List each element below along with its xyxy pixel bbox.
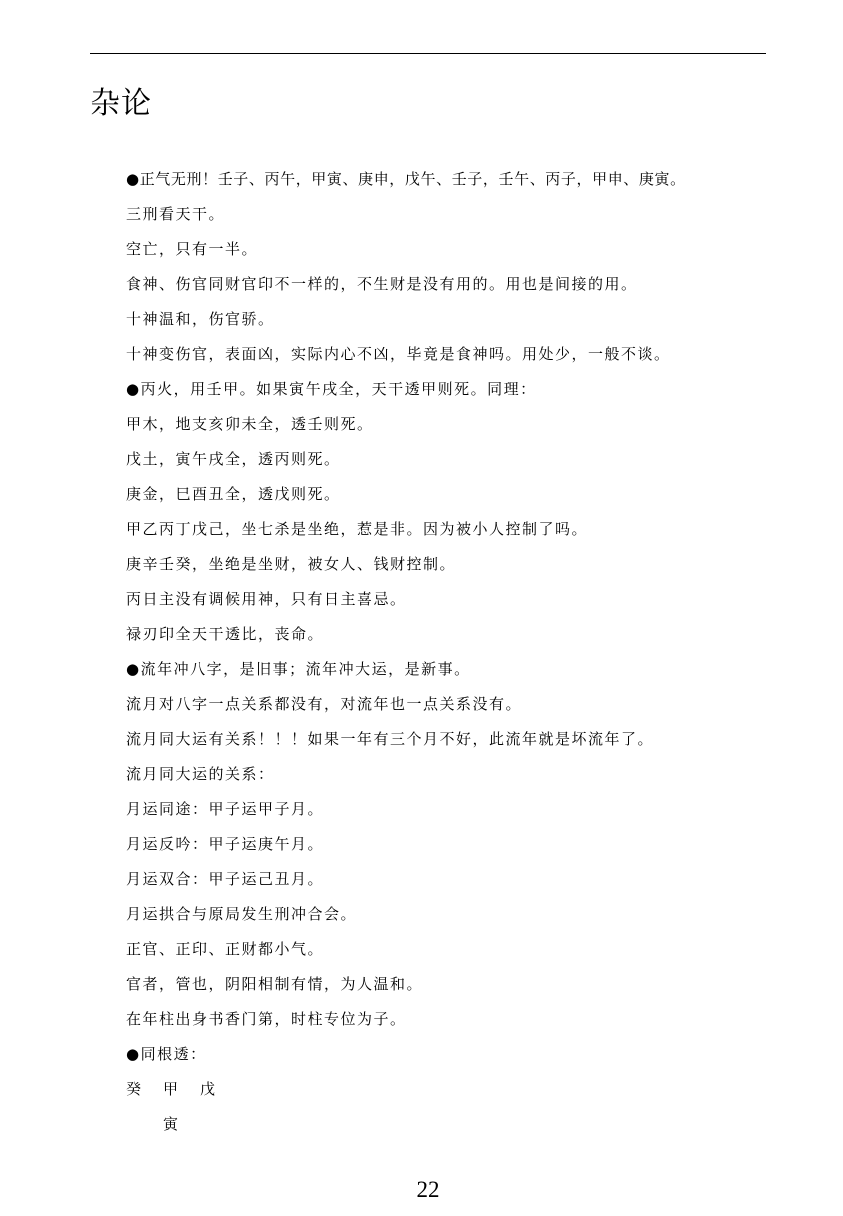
page-number: 22 xyxy=(416,1177,440,1202)
stem-char: 甲 xyxy=(163,1080,179,1098)
text-line: 三刑看天干。 xyxy=(126,205,226,223)
branch-row xyxy=(126,1110,786,1145)
text-line: 流月对八字一点关系都没有，对流年也一点关系没有。 xyxy=(126,695,523,713)
text-line: 流月同大运有关系！！！如果一年有三个月不好，此流年就是坏流年了。 xyxy=(126,730,655,748)
stem-char: 癸 xyxy=(126,1080,142,1098)
text-line: 食神、伤官同财官印不一样的，不生财是没有用的。用也是间接的用。 xyxy=(126,275,638,293)
text-line: 月运拱合与原局发生刑冲合会。 xyxy=(126,905,358,923)
text-line: 戊土，寅午戌全，透丙则死。 xyxy=(126,450,341,468)
text-line: 庚辛壬癸，坐绝是坐财，被女人、钱财控制。 xyxy=(126,555,457,573)
text-line: 甲乙丙丁戊己，坐七杀是坐绝，惹是非。因为被小人控制了吗。 xyxy=(126,520,589,538)
text-line: ●流年冲八字，是旧事；流年冲大运，是新事。 xyxy=(126,660,471,678)
stems-row xyxy=(126,1075,786,1110)
text-line: 官者，管也，阴阳相制有情，为人温和。 xyxy=(126,975,424,993)
text-line: 月运反吟：甲子运庚午月。 xyxy=(126,835,325,853)
text-line: 月运双合：甲子运己丑月。 xyxy=(126,870,325,888)
branch-char: 寅 xyxy=(163,1115,179,1133)
stem-char: 戊 xyxy=(200,1080,216,1098)
section-title: 杂论 xyxy=(90,86,152,121)
text-line: 正官、正印、正财都小气。 xyxy=(126,940,325,958)
text-line: 禄刃印全天干透比，丧命。 xyxy=(126,625,325,643)
text-line: ●正气无刑！壬子、丙午，甲寅、庚申，戊午、壬子，壬午、丙子，甲申、庚寅。 xyxy=(126,170,686,188)
text-line: 在年柱出身书香门第，时柱专位为子。 xyxy=(126,1010,407,1028)
text-line: 月运同途：甲子运甲子月。 xyxy=(126,800,325,818)
text-line: 空亡，只有一半。 xyxy=(126,240,259,258)
text-line: 甲木，地支亥卯未全，透壬则死。 xyxy=(126,415,374,433)
text-line: 流月同大运的关系： xyxy=(126,765,275,783)
text-line: 十神变伤官，表面凶，实际内心不凶，毕竟是食神吗。用处少，一般不谈。 xyxy=(126,345,671,363)
text-line: 丙日主没有调候用神，只有日主喜忌。 xyxy=(126,590,407,608)
text-line: ●同根透： xyxy=(126,1045,207,1063)
text-line: 十神温和，伤官骄。 xyxy=(126,310,275,328)
text-line: 庚金，巳酉丑全，透戊则死。 xyxy=(126,485,341,503)
text-line: ●丙火，用壬甲。如果寅午戌全，天干透甲则死。同理： xyxy=(126,380,537,398)
body-text xyxy=(126,165,786,1145)
header-rule xyxy=(90,53,766,54)
